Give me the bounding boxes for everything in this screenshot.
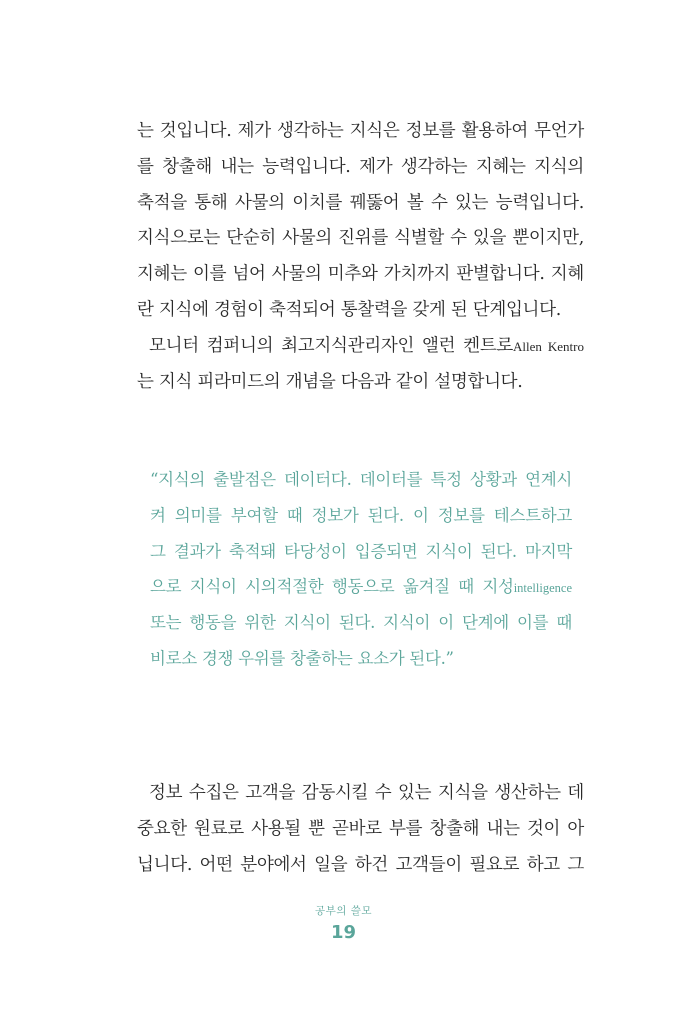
quote-line: 또는 행동을 위한 지식이 된다. 지식이 이 단계에 이를 때 — [150, 613, 572, 633]
quote-line: “지식의 출발점은 데이터다. 데이터를 특정 상황과 연계시 — [150, 470, 572, 489]
text-line: 란 지식에 경험이 축적되어 통찰력을 갖게 된 단계입니다. — [137, 299, 562, 320]
quote-line: 비로소 경쟁 우위를 창출하는 요소가 된다.” — [150, 648, 454, 668]
body-paragraph-2 — [137, 776, 584, 883]
block-quote — [150, 462, 572, 677]
page-number: 19 — [330, 922, 357, 943]
latin-annotation: intelligence — [513, 581, 572, 596]
text-line: 를 창출해 내는 능력입니다. 제가 생각하는 지혜는 지식의 — [137, 156, 584, 177]
body-paragraph-1 — [137, 114, 584, 400]
text-line: 닙니다. 어떤 분야에서 일을 하건 고객들이 필요로 하고 그 — [137, 854, 584, 875]
quote-line: 으로 지식이 시의적절한 행동으로 옮겨질 때 지성intelligence — [150, 577, 572, 597]
quote-line: 그 결과가 축적돼 타당성이 입증되면 지식이 된다. 마지막 — [150, 541, 572, 561]
text-line: 정보 수집은 고객을 감동시킬 수 있는 지식을 생산하는 데 — [149, 783, 584, 803]
text-line: 모니터 컴퍼니의 최고지식관리자인 앨런 켄트로Allen Kentro — [149, 335, 584, 356]
latin-annotation: Allen Kentro — [513, 338, 584, 354]
text-line: 는 것입니다. 제가 생각하는 지식은 정보를 활용하여 무언가 — [137, 121, 584, 141]
text-line: 지혜는 이를 넘어 사물의 미추와 가치까지 판별합니다. 지혜 — [137, 264, 584, 285]
text-line: 축적을 통해 사물의 이치를 꿰뚫어 볼 수 있는 능력입니다. — [137, 192, 584, 213]
text-line: 중요한 원료로 사용될 뿐 곧바로 부를 창출해 내는 것이 아 — [137, 818, 584, 839]
running-footer-title: 공부의 쓸모 — [314, 905, 373, 917]
text-line: 는 지식 피라미드의 개념을 다음과 같이 설명합니다. — [137, 371, 523, 392]
text-line: 지식으로는 단순히 사물의 진위를 식별할 수 있을 뿐이지만, — [137, 228, 584, 249]
quote-line: 켜 의미를 부여할 때 정보가 된다. 이 정보를 테스트하고 — [150, 505, 572, 525]
